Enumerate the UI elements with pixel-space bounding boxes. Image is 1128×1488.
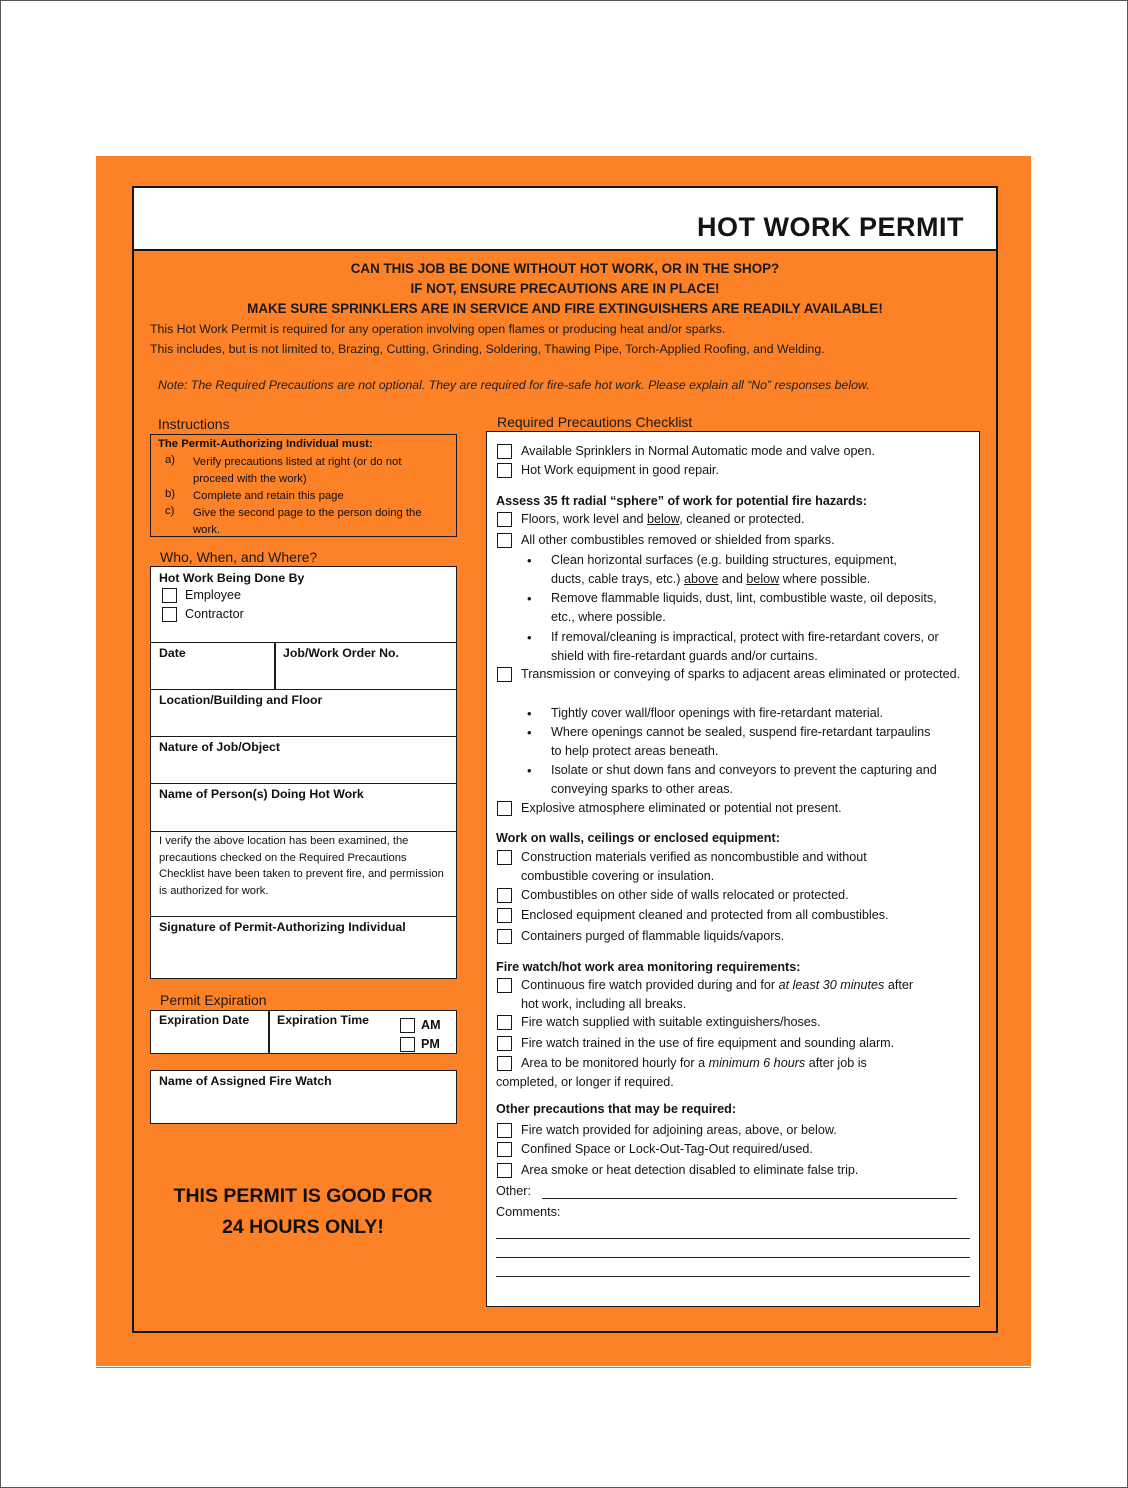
signature-cell[interactable] — [151, 916, 456, 976]
contractor-label: Contractor — [185, 607, 244, 621]
verify-text: I verify the above location has been examined, the precautions checked on the Required Precautions Checklist have been taken to prevent fire, and permission is authorized for work. — [159, 835, 444, 897]
fire-watch-label: Name of Assigned Fire Watch — [159, 1074, 332, 1088]
checklist-item-label — [521, 510, 973, 529]
location-cell[interactable] — [151, 689, 456, 737]
other-input-line[interactable] — [542, 1198, 957, 1199]
instruction-text: Verify precautions listed at right (or do not proceed with the work) — [193, 456, 402, 485]
note-text: Note: The Required Precautions are not optional. They are required for fire-safe hot work. Please explain all “No” responses below. — [158, 378, 870, 392]
text-segment: ducts, cable trays, etc.) — [551, 572, 684, 586]
text-segment: Continuous fire watch provided during and for — [521, 978, 779, 992]
text-segment: after — [884, 978, 914, 992]
checklist-item-label: Explosive atmosphere eliminated or potential not present. — [521, 801, 842, 815]
text-segment: hot work, including all breaks. — [521, 997, 687, 1011]
instructions-box — [150, 434, 457, 537]
instruction-text: Give the second page to the person doing the work. — [193, 507, 422, 536]
location-label: Location/Building and Floor — [159, 693, 323, 707]
checklist-item-label: All other combustibles removed or shielded from sparks. — [521, 533, 835, 547]
who-when-where-title: Who, When, and Where? — [160, 549, 318, 565]
text-segment: , cleaned or protected. — [679, 512, 805, 526]
checklist-item-label — [521, 976, 981, 1014]
checklist-item-label: Containers purged of flammable liquids/vapors. — [521, 929, 785, 943]
bullet-icon: • — [527, 630, 532, 645]
checklist-title: Required Precautions Checklist — [497, 414, 693, 430]
validity-warning-line-2: 24 HOURS ONLY! — [222, 1216, 384, 1238]
checklist-item-label: Enclosed equipment cleaned and protected from all combustibles. — [521, 908, 889, 922]
footer-rule — [96, 1367, 1031, 1368]
text-segment: after job is — [805, 1056, 867, 1070]
am-checkbox[interactable] — [400, 1018, 415, 1033]
checklist-item-label: Hot Work equipment in good repair. — [521, 463, 719, 477]
checklist-item-label: Transmission or conveying of sparks to adjacent areas eliminated or protected. — [521, 667, 961, 681]
underlined-text: above — [684, 572, 719, 586]
checkbox[interactable] — [497, 888, 512, 903]
checkbox[interactable] — [497, 1056, 512, 1071]
checkbox[interactable] — [497, 978, 512, 993]
checklist-item-label: Construction materials verified as noncombustible and without combustible covering or insulation. — [521, 850, 867, 883]
bullet-text: Tightly cover wall/floor openings with fire-retardant material. — [551, 706, 884, 720]
date-label: Date — [159, 646, 186, 660]
intro-line-2: This includes, but is not limited to, Brazing, Cutting, Grinding, Soldering, Thawing Pipe, Torch-Applied Roofing, and Welding. — [150, 342, 825, 356]
checklist-item-label — [521, 1054, 973, 1073]
persons-label: Name of Person(s) Doing Hot Work — [159, 787, 364, 801]
instruction-marker: a) — [165, 454, 176, 466]
expiration-time-label: Expiration Time — [277, 1013, 370, 1027]
validity-warning-line-1: THIS PERMIT IS GOOD FOR — [173, 1185, 433, 1207]
instructions-heading: The Permit-Authorizing Individual must: — [158, 438, 373, 450]
bullet-text — [551, 551, 971, 589]
instruction-item — [165, 505, 455, 539]
checkbox[interactable] — [497, 512, 512, 527]
text-segment: and — [718, 572, 747, 586]
comments-line[interactable] — [496, 1276, 970, 1277]
firewatch-heading: Fire watch/hot work area monitoring requirements: — [496, 960, 801, 974]
text-segment: Clean horizontal surfaces (e.g. building structures, equipment, — [551, 553, 897, 567]
checkbox[interactable] — [497, 929, 512, 944]
checklist-item-label: Available Sprinklers in Normal Automatic mode and valve open. — [521, 444, 875, 458]
instruction-marker: b) — [165, 488, 176, 500]
bullet-text: If removal/cleaning is impractical, protect with fire-retardant covers, or shield with fire-retardant guards and/or curtains. — [551, 630, 939, 663]
checkbox[interactable] — [497, 1036, 512, 1051]
comments-line[interactable] — [496, 1238, 970, 1239]
checkbox[interactable] — [497, 463, 512, 478]
checkbox[interactable] — [497, 1123, 512, 1138]
emphasis-text: at least 30 minutes — [778, 978, 885, 992]
header-line-1: CAN THIS JOB BE DONE WITHOUT HOT WORK, OR IN THE SHOP? — [350, 261, 780, 276]
walls-heading: Work on walls, ceilings or enclosed equipment: — [496, 831, 780, 845]
page-title: HOT WORK PERMIT — [697, 212, 964, 242]
instruction-text: Complete and retain this page — [193, 490, 344, 502]
checklist-item-label: Confined Space or Lock-Out-Tag-Out required/used. — [521, 1142, 813, 1156]
checklist-item-label: Fire watch supplied with suitable extinguishers/hoses. — [521, 1015, 821, 1029]
text-segment: Area to be monitored hourly for a — [521, 1056, 709, 1070]
pm-checkbox[interactable] — [400, 1037, 415, 1052]
instructions-title: Instructions — [158, 416, 230, 432]
instruction-item — [165, 488, 455, 505]
comments-line[interactable] — [496, 1257, 970, 1258]
nature-label: Nature of Job/Object — [159, 740, 280, 754]
instruction-item — [165, 454, 455, 488]
employee-label: Employee — [185, 588, 242, 602]
intro-line-1: This Hot Work Permit is required for any operation involving open flames or producing heat and/or sparks. — [150, 322, 726, 336]
checklist-item-continuation — [496, 1073, 674, 1092]
contractor-checkbox[interactable] — [162, 607, 177, 622]
employee-checkbox[interactable] — [162, 588, 177, 603]
checkbox[interactable] — [497, 533, 512, 548]
expiration-date-label: Expiration Date — [159, 1013, 250, 1027]
checklist-item-label: Fire watch provided for adjoining areas, above, or below. — [521, 1123, 837, 1137]
comments-label: Comments: — [496, 1205, 561, 1219]
underlined-text: below — [647, 512, 680, 526]
checklist-box — [486, 431, 980, 1307]
checkbox[interactable] — [497, 908, 512, 923]
checkbox[interactable] — [497, 850, 512, 865]
text-segment: completed, or longer if required. — [496, 1075, 674, 1089]
permit-expiration-title: Permit Expiration — [160, 992, 267, 1008]
checkbox[interactable] — [497, 1163, 512, 1178]
checklist-item-label: Fire watch trained in the use of fire equipment and sounding alarm. — [521, 1036, 895, 1050]
instruction-marker: c) — [165, 505, 175, 517]
bullet-icon: • — [527, 725, 532, 740]
checkbox[interactable] — [497, 1142, 512, 1157]
bullet-text: Isolate or shut down fans and conveyors to prevent the capturing and conveying sparks to other areas. — [551, 763, 937, 796]
bullet-text: Where openings cannot be sealed, suspend fire-retardant tarpaulins to help protect areas beneath. — [551, 725, 931, 758]
text-segment: Floors, work level and — [521, 512, 647, 526]
header-line-3: MAKE SURE SPRINKLERS ARE IN SERVICE AND FIRE EXTINGUISHERS ARE READILY AVAILABLE! — [247, 301, 883, 316]
persons-cell[interactable] — [151, 783, 456, 832]
hot-work-by-cell — [151, 567, 456, 643]
pm-label: PM — [421, 1037, 440, 1051]
checkbox[interactable] — [497, 667, 512, 682]
bullet-icon: • — [527, 553, 532, 568]
expiration-box — [150, 1010, 457, 1054]
cell-divider — [268, 1011, 270, 1053]
fire-watch-box[interactable] — [150, 1070, 457, 1124]
date-order-row — [151, 642, 456, 690]
underlined-text: below — [746, 572, 780, 586]
bullet-icon: • — [527, 763, 532, 778]
checkbox[interactable] — [497, 801, 512, 816]
bullet-icon: • — [527, 591, 532, 606]
nature-cell[interactable] — [151, 736, 456, 784]
cell-divider — [274, 642, 276, 689]
other-label: Other: — [496, 1184, 531, 1198]
who-when-where-box — [150, 566, 457, 979]
checklist-item-label: Area smoke or heat detection disabled to eliminate false trip. — [521, 1163, 859, 1177]
verify-cell — [151, 831, 456, 917]
checklist-item-label: Combustibles on other side of walls relocated or protected. — [521, 888, 849, 902]
am-label: AM — [421, 1018, 441, 1032]
assess-heading: Assess 35 ft radial “sphere” of work for potential fire hazards: — [496, 494, 867, 508]
checkbox[interactable] — [497, 444, 512, 459]
hot-work-by-label: Hot Work Being Done By — [159, 571, 305, 585]
emphasis-text: minimum 6 hours — [708, 1056, 806, 1070]
order-label: Job/Work Order No. — [283, 646, 399, 660]
bullet-icon: • — [527, 706, 532, 721]
text-segment: where possible. — [779, 572, 871, 586]
header-line-2: IF NOT, ENSURE PRECAUTIONS ARE IN PLACE! — [410, 281, 720, 296]
title-bar — [134, 188, 996, 251]
checkbox[interactable] — [497, 1015, 512, 1030]
permit-frame — [132, 186, 998, 1333]
other-heading: Other precautions that may be required: — [496, 1102, 737, 1116]
signature-label: Signature of Permit-Authorizing Individual — [159, 920, 406, 934]
bullet-text: Remove flammable liquids, dust, lint, combustible waste, oil deposits, etc., where possible. — [551, 591, 937, 624]
